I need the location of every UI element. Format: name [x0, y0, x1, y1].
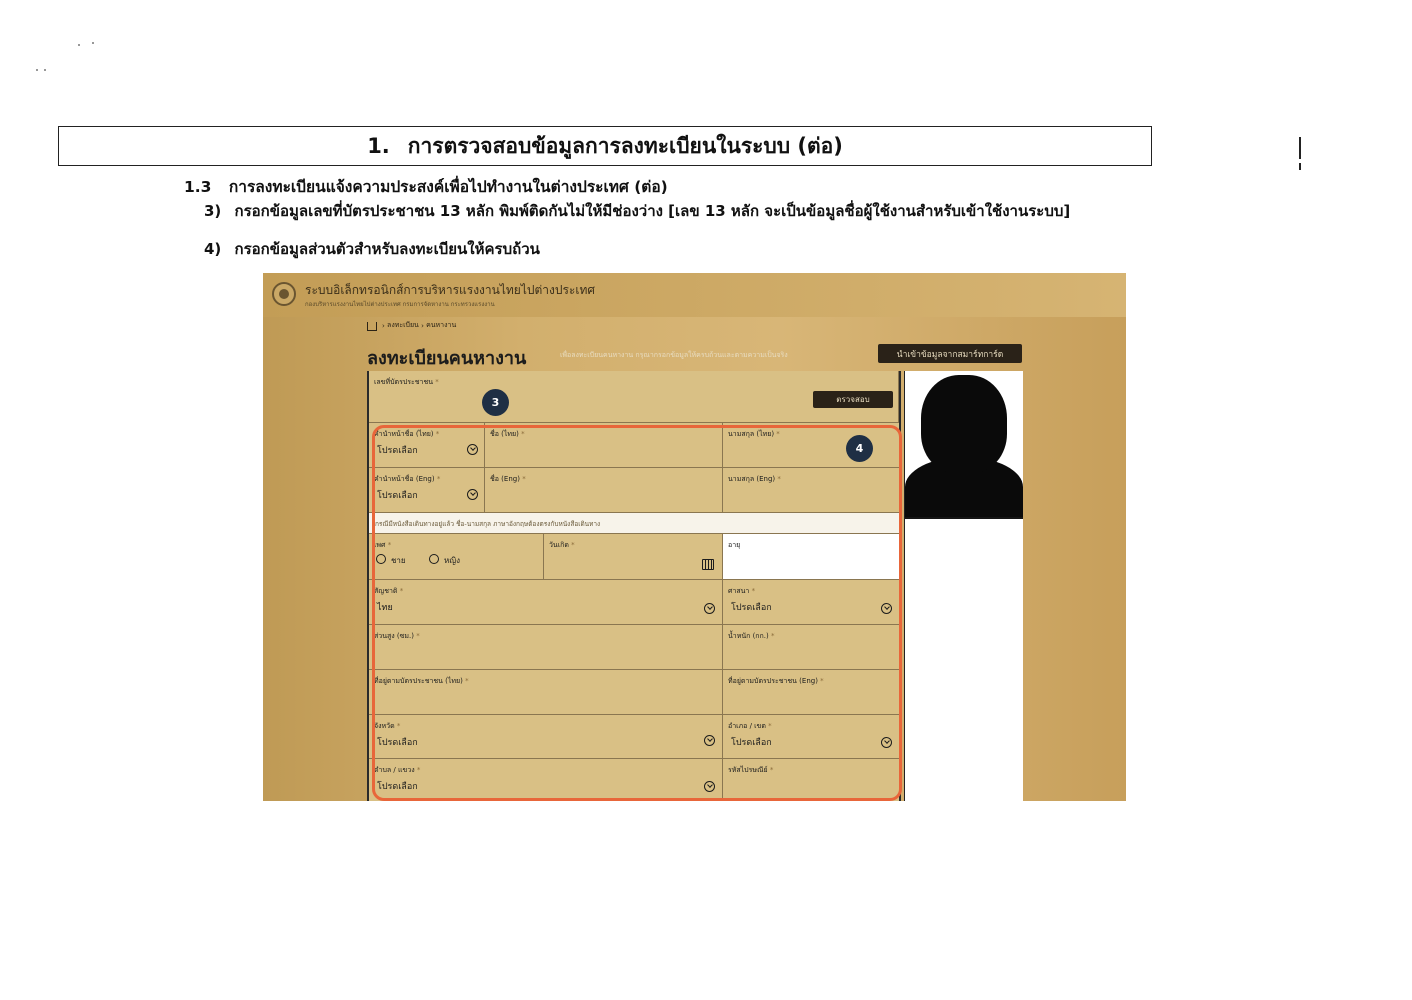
field-label: เลขที่บัตรประชาชน * — [374, 378, 439, 386]
section-title-box — [58, 126, 1152, 166]
section-number: 1. — [367, 134, 390, 158]
note-text: กรณีมีหนังสือเดินทางอยู่แล้ว ชื่อ-นามสกุล ภาษาอังกฤษต้องตรงกับหนังสือเดินทาง — [375, 520, 601, 528]
import-smartcard-button[interactable]: นำเข้าข้อมูลจากสมาร์ทการ์ด — [878, 344, 1022, 363]
step-3-badge: 3 — [482, 389, 509, 416]
sub-title: การลงทะเบียนแจ้งความประสงค์เพื่อไปทำงานในต่างประเทศ (ต่อ) — [228, 178, 668, 196]
field-label: คำนำหน้าชื่อ (Eng) * — [374, 475, 441, 483]
system-subtitle: กองบริหารแรงงานไทยไปต่างประเทศ กรมการจัดหางาน กระทรวงแรงงาน — [305, 301, 495, 308]
scan-speck — [36, 69, 38, 71]
step-3 — [204, 199, 1070, 223]
field-label: สัญชาติ * — [374, 587, 404, 595]
profile-photo — [904, 371, 1023, 801]
select-value: โปรดเลือก — [377, 491, 418, 501]
avatar-silhouette — [905, 371, 1023, 519]
page-description: เพื่อลงทะเบียนคนหางาน กรุณากรอกข้อมูลให้ครบถ้วนและตามความเป็นจริง — [560, 351, 788, 359]
field-label: จังหวัด * — [374, 722, 401, 730]
home-icon[interactable] — [367, 322, 377, 331]
gender-male-label: ชาย — [391, 556, 406, 565]
sub-heading — [184, 174, 668, 199]
system-title: ระบบอิเล็กทรอนิกส์การบริหารแรงงานไทยไปต่างประเทศ — [305, 283, 596, 297]
breadcrumb-level2: คนหางาน — [426, 321, 457, 329]
field-label: รหัสไปรษณีย์ * — [728, 766, 774, 774]
select-value: โปรดเลือก — [731, 603, 772, 613]
field-label: ที่อยู่ตามบัตรประชาชน (Eng) * — [728, 677, 824, 685]
select-value: โปรดเลือก — [377, 782, 418, 792]
field-label: เพศ * — [374, 541, 392, 549]
field-label: ชื่อ (ไทย) * — [490, 430, 525, 438]
registration-screenshot — [263, 273, 1126, 801]
field-label: นามสกุล (ไทย) * — [728, 430, 780, 438]
select-value: ไทย — [377, 603, 393, 613]
step-4 — [204, 237, 540, 261]
ministry-logo-icon — [272, 282, 296, 306]
select-value: โปรดเลือก — [377, 738, 418, 748]
field-label: ศาสนา * — [728, 587, 756, 595]
step-text: กรอกข้อมูลเลขที่บัตรประชาชน 13 หลัก พิมพ์ติดกันไม่ให้มีช่องว่าง [เลข 13 หลัก จะเป็นข้อมูลชื่อผู้ใช้งานสำหรับเข้าใช้งานระบบ] — [234, 202, 1071, 220]
field-label: คำนำหน้าชื่อ (ไทย) * — [374, 430, 440, 438]
id-card-field[interactable] — [369, 371, 899, 423]
breadcrumb-separator-icon: › — [418, 321, 427, 330]
scan-speck — [78, 44, 80, 46]
sub-number: 1.3 — [184, 178, 212, 196]
field-label: นามสกุล (Eng) * — [728, 475, 781, 483]
field-label: ส่วนสูง (ซม.) * — [374, 632, 420, 640]
field-label: อำเภอ / เขต * — [728, 722, 772, 730]
system-header — [263, 273, 1126, 317]
step-text: กรอกข้อมูลส่วนตัวสำหรับลงทะเบียนให้ครบถ้วน — [234, 240, 540, 258]
field-label: วันเกิด * — [549, 541, 575, 549]
breadcrumb — [367, 320, 456, 331]
select-value: โปรดเลือก — [377, 446, 418, 456]
step-number: 4) — [204, 240, 222, 258]
check-button[interactable]: ตรวจสอบ — [813, 391, 893, 408]
scan-speck — [92, 42, 94, 44]
margin-mark — [1299, 163, 1301, 170]
scan-speck — [44, 69, 46, 71]
gender-female-label: หญิง — [444, 556, 460, 565]
select-value: โปรดเลือก — [731, 738, 772, 748]
section-title: การตรวจสอบข้อมูลการลงทะเบียนในระบบ (ต่อ) — [407, 133, 843, 158]
step-4-highlight — [372, 425, 902, 801]
margin-mark — [1299, 137, 1301, 159]
page-title: ลงทะเบียนคนหางาน — [367, 348, 527, 369]
field-label: ที่อยู่ตามบัตรประชาชน (ไทย) * — [374, 677, 469, 685]
field-label: น้ำหนัก (กก.) * — [728, 632, 775, 640]
field-label: อายุ — [728, 541, 741, 549]
field-label: ตำบล / แขวง * — [374, 766, 421, 774]
step-4-badge: 4 — [846, 435, 873, 462]
breadcrumb-separator-icon: › — [382, 321, 388, 330]
breadcrumb-level1[interactable]: ลงทะเบียน — [387, 321, 419, 329]
field-label: ชื่อ (Eng) * — [490, 475, 526, 483]
step-number: 3) — [204, 202, 222, 220]
